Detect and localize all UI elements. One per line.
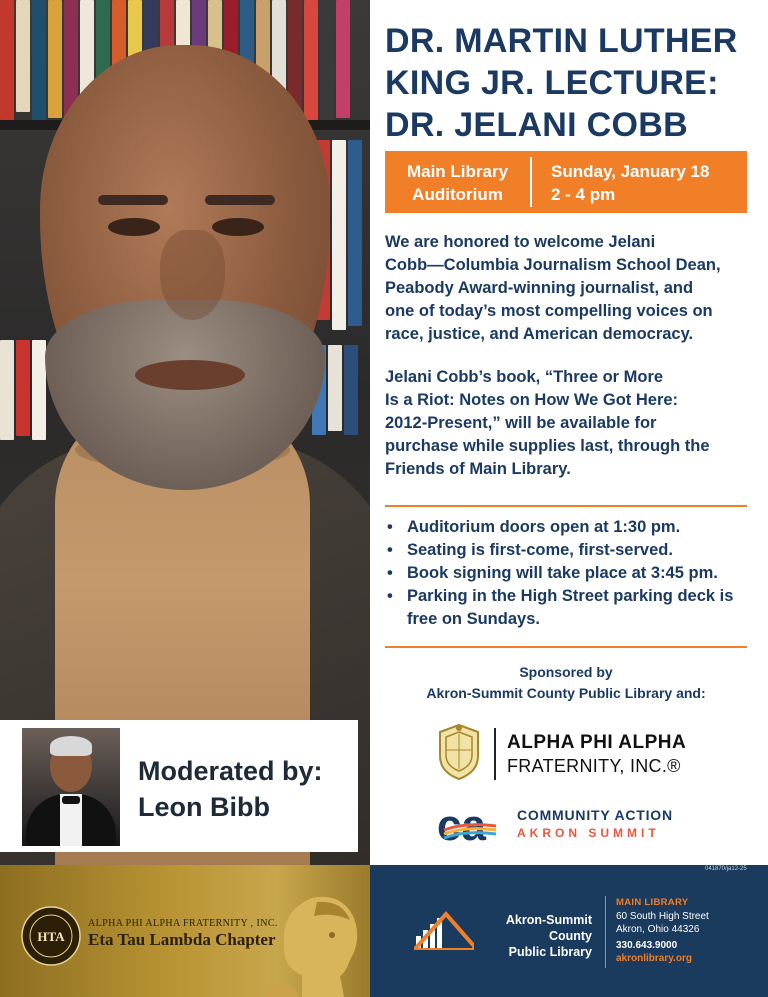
bullet-item: • Parking in the High Street parking deck is free on Sundays.: [385, 585, 745, 631]
location-line-2: Auditorium: [412, 185, 503, 204]
event-divider: [530, 157, 532, 207]
book-line: purchase while supplies last, through the: [385, 437, 710, 455]
location-line-1: Main Library: [406, 162, 509, 181]
sponsored-line-1: Sponsored by: [519, 664, 613, 680]
intro-line: Cobb—Columbia Journalism School Dean,: [385, 256, 721, 274]
sponsored-line-2: Akron-Summit County Public Library and:: [426, 685, 706, 701]
hta-seal-text: HTA: [37, 929, 65, 944]
book-line: Jelani Cobb’s book, “Three or More: [385, 368, 664, 386]
library-branch-heading: MAIN LIBRARY: [616, 897, 689, 908]
hta-seal-icon: [20, 905, 82, 967]
library-name-line-1: Akron-Summit County: [505, 913, 592, 943]
book-paragraph: [385, 366, 750, 481]
library-name: [466, 912, 592, 960]
moderator-label: Moderated by:: [138, 756, 323, 786]
title-line-3: DR. JELANI COBB: [385, 106, 688, 144]
title-line-1: DR. MARTIN LUTHER: [385, 22, 738, 60]
moderator-text: [138, 753, 353, 825]
page-title: [385, 20, 755, 146]
apa-crest-icon: [434, 722, 484, 782]
intro-line: Peabody Award-winning journalist, and: [385, 279, 694, 297]
library-phone: 330.643.9000: [616, 940, 678, 951]
sponsored-by: [385, 662, 747, 704]
mlk-bust-icon: [262, 880, 370, 997]
intro-paragraph: [385, 231, 750, 346]
moderator-panel: [0, 720, 358, 852]
intro-line: We are honored to welcome Jelani: [385, 233, 656, 251]
library-name-line-2: Public Library: [508, 945, 592, 959]
bullet-item: • Seating is first-come, first-served.: [385, 539, 755, 562]
event-location: [385, 160, 530, 206]
library-divider: [605, 896, 606, 968]
intro-line: race, justice, and American democracy.: [385, 325, 694, 343]
apa-subtitle: FRATERNITY, INC.®: [507, 756, 681, 776]
chapter-name: Eta Tau Lambda Chapter: [88, 930, 276, 949]
moderator-name: Leon Bibb: [138, 792, 270, 822]
apa-divider: [494, 728, 496, 780]
bullet-item: • Book signing will take place at 3:45 pm.: [385, 562, 755, 585]
info-bullet-list: [385, 516, 755, 631]
event-datetime: [551, 160, 741, 206]
ca-monogram: ca: [437, 801, 486, 848]
divider-rule: [385, 646, 747, 648]
ca-location: AKRON SUMMIT: [517, 826, 660, 840]
book-line: Friends of Main Library.: [385, 460, 571, 478]
bullet-item: • Auditorium doors open at 1:30 pm.: [385, 516, 755, 539]
apa-name: ALPHA PHI ALPHA: [507, 732, 687, 753]
event-details-box: [385, 151, 747, 213]
community-action-logo-icon: [436, 800, 508, 848]
divider-rule: [385, 505, 747, 507]
moderator-photo: [22, 728, 120, 846]
print-code: 041870/ja12-25: [705, 866, 747, 872]
book-line: 2012-Present,” will be available for: [385, 414, 657, 432]
akron-library-logo-icon: [414, 906, 474, 950]
intro-line: one of today’s most compelling voices on: [385, 302, 713, 320]
chapter-fraternity: ALPHA PHI ALPHA FRATERNITY , INC.: [88, 918, 278, 929]
address-line-1: 60 South High Street: [616, 911, 709, 922]
event-time: 2 - 4 pm: [551, 185, 616, 204]
library-website-link[interactable]: akronlibrary.org: [616, 953, 692, 964]
library-address: [616, 911, 709, 936]
title-line-2: KING JR. LECTURE:: [385, 64, 719, 102]
book-line: Is a Riot: Notes on How We Got Here:: [385, 391, 679, 409]
event-date: Sunday, January 18: [551, 162, 710, 181]
ca-name: COMMUNITY ACTION: [517, 807, 673, 823]
address-line-2: Akron, Ohio 44326: [616, 923, 700, 935]
